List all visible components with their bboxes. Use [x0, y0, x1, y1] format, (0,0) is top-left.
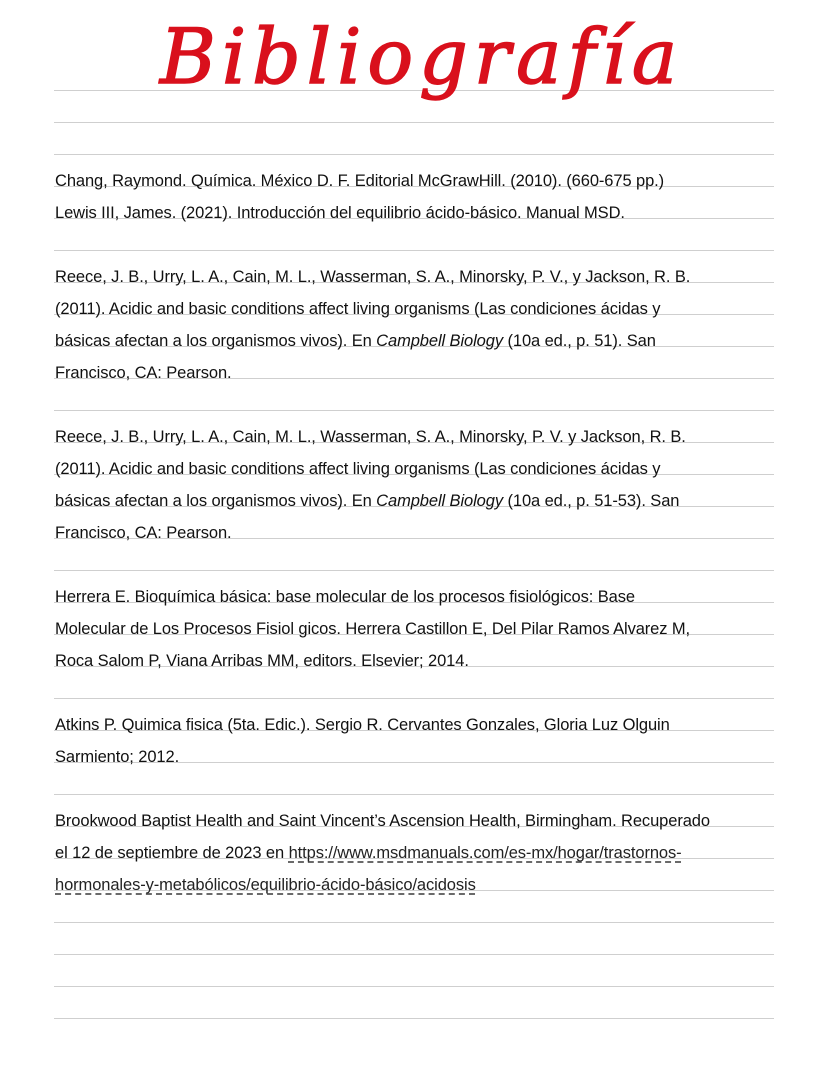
- bib-entry-line: [55, 331, 795, 351]
- bib-entry-line: Francisco, CA: Pearson.: [55, 524, 232, 542]
- bib-entry-line: Sarmiento; 2012.: [55, 748, 180, 766]
- page-title: [150, 8, 684, 128]
- bib-entry-line: Lewis III, James. (2021). Introducción del equilibrio ácido-básico. Manual MSD.: [55, 204, 625, 222]
- ruled-line: [54, 794, 774, 795]
- msd-manual-link-continued[interactable]: hormonales-y-metabólicos/equilibrio-ácido-básico/acidosis: [55, 876, 476, 894]
- bib-entry-line: Reece, J. B., Urry, L. A., Cain, M. L., Wasserman, S. A., Minorsky, P. V. y Jackson, R. B.: [55, 428, 686, 446]
- ruled-line: [54, 922, 774, 923]
- bib-entry-line: Brookwood Baptist Health and Saint Vincent’s Ascension Health, Birmingham. Recuperado: [55, 812, 710, 830]
- ruled-line: [54, 954, 774, 955]
- bib-entry-line: Francisco, CA: Pearson.: [55, 364, 232, 382]
- bib-text: el 12 de septiembre de 2023 en: [55, 844, 289, 862]
- bib-entry-line: [55, 875, 795, 895]
- book-title: Campbell Biology: [376, 332, 503, 350]
- bib-text: básicas afectan a los organismos vivos). En: [55, 332, 377, 350]
- bib-entry-line: (2011). Acidic and basic conditions affect living organisms (Las condiciones ácidas y: [55, 300, 661, 318]
- ruled-line: [54, 570, 774, 571]
- ruled-line: [54, 698, 774, 699]
- bib-entry-line: [55, 843, 795, 863]
- page-title-text: Bibliografía: [160, 12, 684, 101]
- ruled-line: [54, 154, 774, 155]
- bib-entry-line: Herrera E. Bioquímica básica: base molecular de los procesos fisiológicos: Base: [55, 588, 635, 606]
- bib-entry-line: Reece, J. B., Urry, L. A., Cain, M. L., Wasserman, S. A., Minorsky, P. V., y Jackson, R. B.: [55, 268, 691, 286]
- ruled-line: [54, 1018, 774, 1019]
- page-title-lettering: [150, 8, 684, 133]
- bib-entry-line: Roca Salom P, Viana Arribas MM, editors. Elsevier; 2014.: [55, 652, 469, 670]
- ruled-line: [54, 410, 774, 411]
- bib-entry-line: Atkins P. Quimica fisica (5ta. Edic.). Sergio R. Cervantes Gonzales, Gloria Luz Olguin: [55, 716, 670, 734]
- ruled-line: [54, 250, 774, 251]
- bib-text: básicas afectan a los organismos vivos). En: [55, 492, 377, 510]
- bib-text: (10a ed., p. 51). San: [502, 332, 656, 350]
- ruled-line: [54, 986, 774, 987]
- bib-entry-line: Chang, Raymond. Química. México D. F. Editorial McGrawHill. (2010). (660-675 pp.): [55, 172, 665, 190]
- bib-entry-line: Molecular de Los Procesos Fisiol gicos. Herrera Castillon E, Del Pilar Ramos Alvarez M,: [55, 620, 691, 638]
- bib-text: (10a ed., p. 51-53). San: [502, 492, 680, 510]
- book-title: Campbell Biology: [376, 492, 503, 510]
- msd-manual-link[interactable]: https://www.msdmanuals.com/es-mx/hogar/trastornos-: [288, 844, 682, 862]
- bib-entry-line: (2011). Acidic and basic conditions affect living organisms (Las condiciones ácidas y: [55, 460, 661, 478]
- bib-entry-line: [55, 491, 795, 511]
